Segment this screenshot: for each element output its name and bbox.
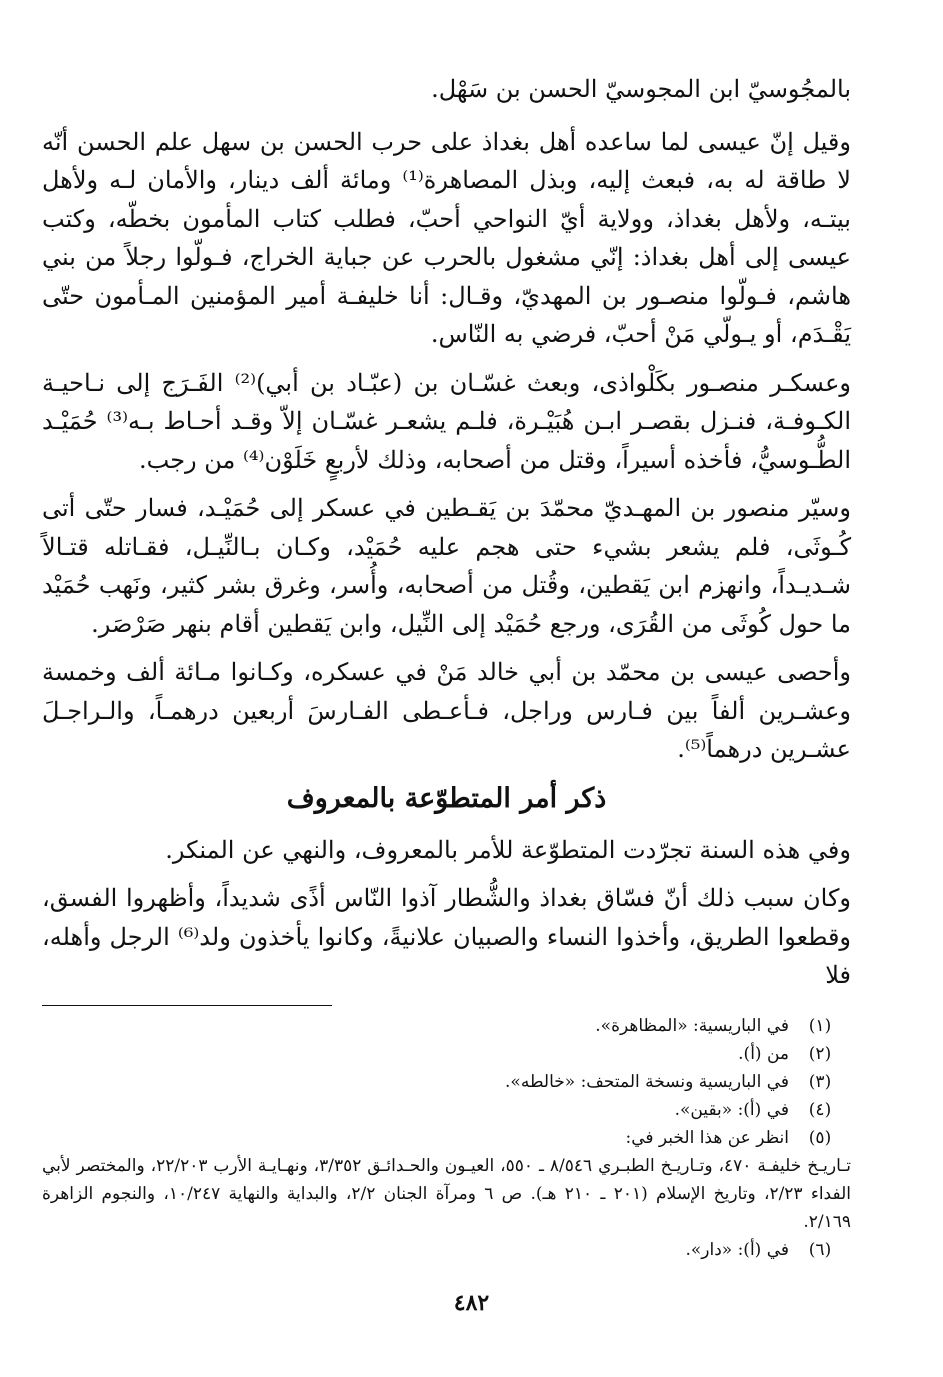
paragraph-ibn-yaqtin: وسيّر منصور بن المهـديّ محمّدَ بن يَقـطين في عسكر إلى حُمَيْـد، فسار حتّى أتى كُـوثَى، فلم يشعر بشيء حتى هجم عليه حُمَيْد، وكـان بـالنِّيـل، فقـاتله قتـالاً شـديـداً، وانهزم ابن يَقطين، وقُتل من أصحابه، وأُسر، وغرق بشر كثير، ونَهب حُمَيْد ما حول كُوثَى من القُرَى، ورجع حُمَيْد إلى النِّيل، وابن يَقطين أقام بنهر صَرْصَر.	[42, 494, 851, 638]
footnote-6	[42, 1236, 851, 1264]
paragraph-continuation: بالمجُوسيّ ابن المجوسيّ الحسن بن سَهْل.	[431, 75, 851, 103]
footnote-text: في (أ): «دار».	[685, 1239, 789, 1260]
paragraph-volunteers: وفي هذه السنة تجرّدت المتطوّعة للأمر بالمعروف، والنهي عن المنكر.	[165, 835, 851, 864]
footnote-5-sources: تـاريـخ خليفـة ٤٧٠، وتـاريـخ الطبـري ٨/٥٤٦ ـ ٥٥٠، العيـون والحـدائـق ٣/٣٥٢، ونهـايـة الأرب ٢٢/٢٠٣، والمختصر لأبي الفداء ٢/٢٣، وتاريخ الإسلام (٢٠١ ـ ٢١٠ هـ). ص ٦ ومرآة الجنان ٢/٢، والبداية والنهاية ١٠/٢٤٧، والنجوم الزاهرة ٢/١٦٩.	[42, 1155, 852, 1232]
footnote-text: في الباريسية: «المظاهرة».	[595, 1015, 789, 1036]
footnote-4	[42, 1096, 851, 1124]
footnote-number: (٥)	[808, 1127, 832, 1148]
page-number: ٤٨٢	[453, 1290, 490, 1316]
paragraph-isa-negotiation: وقيل إنّ عيسى لما ساعده أهل بغداذ على حرب الحسن بن سهل علم الحسن أنّه لا طاقة له به، فبعث إليه، وبذل المصاهرة⁽¹⁾ ومائة ألف دينار، والأمان لـه ولأهل بيتـه، ولأهل بغداذ، وولاية أيّ النواحي أحبّ، فطلب كتاب المأمون بخطّه، وكتب عيسى إلى أهل بغداذ: إنّي مشغول بالحرب عن جباية الخراج، فـولّوا رجلاً من بني هاشم، فـولّوا منصـور بن المهديّ، وقـال: أنا خليفـة أمير المؤمنين المـأمون حتّى يَقْـدَم، أو يـولّي مَنْ أحبّ، فرضي به النّاس.	[42, 127, 851, 348]
footnote-3	[42, 1068, 851, 1096]
section-heading: ذكر أمر المتطوّعة بالمعروف	[286, 782, 607, 814]
footnote-number: (٦)	[808, 1239, 832, 1260]
paragraph-mansur-camp: وعسكـر منصـور بكَلْواذى، وبعث غسّـان بن (عبّـاد بن أبي)⁽²⁾ الفَـرَج إلى نـاحيـة الكـوفـة، فنـزل بقصـر ابـن هُبَيْـرة، فلـم يشعـر غسّـان إلاّ وقـد أحـاط بـه⁽³⁾ حُمَيْـد الطُّـوسيُّ، فأخذه أسيراً، وقتل من أصحابه، وذلك لأربعٍ خَلَوْن⁽⁴⁾ من رجب.	[42, 368, 851, 474]
footnote-text: في الباريسية ونسخة المتحف: «خالطه».	[505, 1071, 789, 1092]
footnote-text: انظر عن هذا الخبر في:	[625, 1127, 789, 1148]
footnote-2	[42, 1040, 851, 1068]
footnote-number: (١)	[808, 1015, 832, 1036]
paragraph-army-count: وأحصى عيسى بن محمّد بن أبي خالد مَنْ في عسكره، وكـانوا مـائة ألف وخمسة وعشـرين ألفاً بين فـارس وراجل، فـأعـطى الفـارسَ أربعين درهمـاً، والـراجـلَ عشـرين درهماً⁽⁵⁾.	[42, 658, 852, 763]
paragraph-cause: وكان سبب ذلك أنّ فسّاق بغداذ والشُّطار آذوا النّاس أذًى شديداً، وأظهروا الفسق، وقطعوا الطريق، وأخذوا النساء والصبيان علانيةً، وكانوا يأخذون ولد⁽⁶⁾ الرجل وأهله، فلا	[42, 884, 852, 989]
footnote-1	[42, 1012, 851, 1040]
footnote-number: (٢)	[808, 1043, 832, 1064]
footnote-text: في (أ): «بقين».	[674, 1099, 789, 1120]
footnote-5	[42, 1124, 851, 1152]
footnote-number: (٤)	[808, 1099, 832, 1120]
footnote-number: (٣)	[808, 1071, 832, 1092]
footnote-text: من (أ).	[738, 1043, 789, 1064]
footnotes	[42, 1012, 851, 1264]
footnote-divider	[42, 1005, 332, 1006]
